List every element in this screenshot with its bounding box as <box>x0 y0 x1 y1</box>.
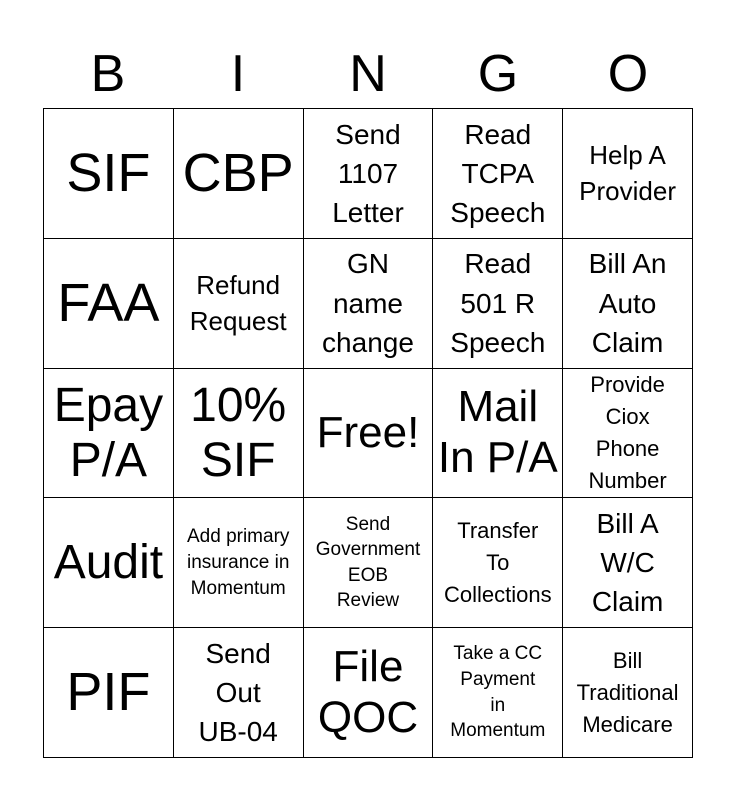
cell-text: Send Government EOB Review <box>315 513 421 612</box>
cell-text: File QOC <box>317 642 419 742</box>
bingo-cell-r4-c2[interactable] <box>304 628 434 758</box>
header-letter-n: N <box>349 45 387 103</box>
cell-text: Provide Ciox Phone Number <box>588 372 667 493</box>
bingo-cell-r4-c3[interactable] <box>433 628 563 758</box>
bingo-cell-free[interactable] <box>304 369 434 499</box>
bingo-cell-r2-c0[interactable] <box>44 369 174 499</box>
bingo-cell-r0-c1[interactable] <box>174 109 304 239</box>
header-letter-b: B <box>90 45 126 103</box>
bingo-cell-r0-c4[interactable] <box>563 109 693 239</box>
bingo-cell-r1-c0[interactable] <box>44 239 174 369</box>
cell-text: GN name change <box>322 248 414 358</box>
bingo-board <box>43 108 693 758</box>
cell-text: Read TCPA Speech <box>450 118 546 228</box>
bingo-cell-r4-c4[interactable] <box>563 628 693 758</box>
cell-text: Bill A W/C Claim <box>591 508 664 618</box>
bingo-cell-r3-c3[interactable] <box>433 498 563 628</box>
cell-text: Bill An Auto Claim <box>588 248 667 358</box>
cell-text: Bill Traditional Medicare <box>576 647 679 737</box>
bingo-cell-r0-c3[interactable] <box>433 109 563 239</box>
header-letter-o: O <box>607 45 649 103</box>
cell-text: Refund Request <box>189 269 287 337</box>
cell-text: Help A Provider <box>579 140 676 207</box>
bingo-cell-r3-c4[interactable] <box>563 498 693 628</box>
cell-text: FAA <box>57 272 160 333</box>
cell-text: CBP <box>182 142 294 203</box>
cell-text: PIF <box>66 661 151 722</box>
cell-text: SIF <box>66 142 151 203</box>
bingo-cell-r1-c4[interactable] <box>563 239 693 369</box>
bingo-cell-r1-c1[interactable] <box>174 239 304 369</box>
header-letter-i: I <box>230 45 246 103</box>
cell-text: Take a CC Payment in Momentum <box>450 643 546 742</box>
free-space-text: Free! <box>316 407 420 457</box>
bingo-cell-r1-c3[interactable] <box>433 239 563 369</box>
cell-text: 10% SIF <box>190 378 287 487</box>
cell-text: Mail In P/A <box>437 382 558 482</box>
bingo-header <box>43 40 693 108</box>
cell-text: Add primary insurance in Momentum <box>186 526 290 599</box>
cell-text: Send Out UB-04 <box>198 637 278 748</box>
bingo-cell-r1-c2[interactable] <box>304 239 434 369</box>
bingo-cell-r2-c3[interactable] <box>433 369 563 499</box>
bingo-cell-r3-c1[interactable] <box>174 498 304 628</box>
bingo-cell-r2-c1[interactable] <box>174 369 304 499</box>
bingo-cell-r0-c0[interactable] <box>44 109 174 239</box>
cell-text: Audit <box>53 536 164 590</box>
cell-text: Epay P/A <box>53 378 164 487</box>
bingo-cell-r3-c2[interactable] <box>304 498 434 628</box>
bingo-cell-r2-c4[interactable] <box>563 369 693 499</box>
cell-text: Send 1107 Letter <box>332 118 404 228</box>
bingo-cell-r3-c0[interactable] <box>44 498 174 628</box>
cell-text: Transfer To Collections <box>443 517 552 607</box>
bingo-cell-r4-c0[interactable] <box>44 628 174 758</box>
bingo-cell-r4-c1[interactable] <box>174 628 304 758</box>
bingo-cell-r0-c2[interactable] <box>304 109 434 239</box>
cell-text: Read 501 R Speech <box>450 248 546 358</box>
header-letter-g: G <box>477 45 519 103</box>
